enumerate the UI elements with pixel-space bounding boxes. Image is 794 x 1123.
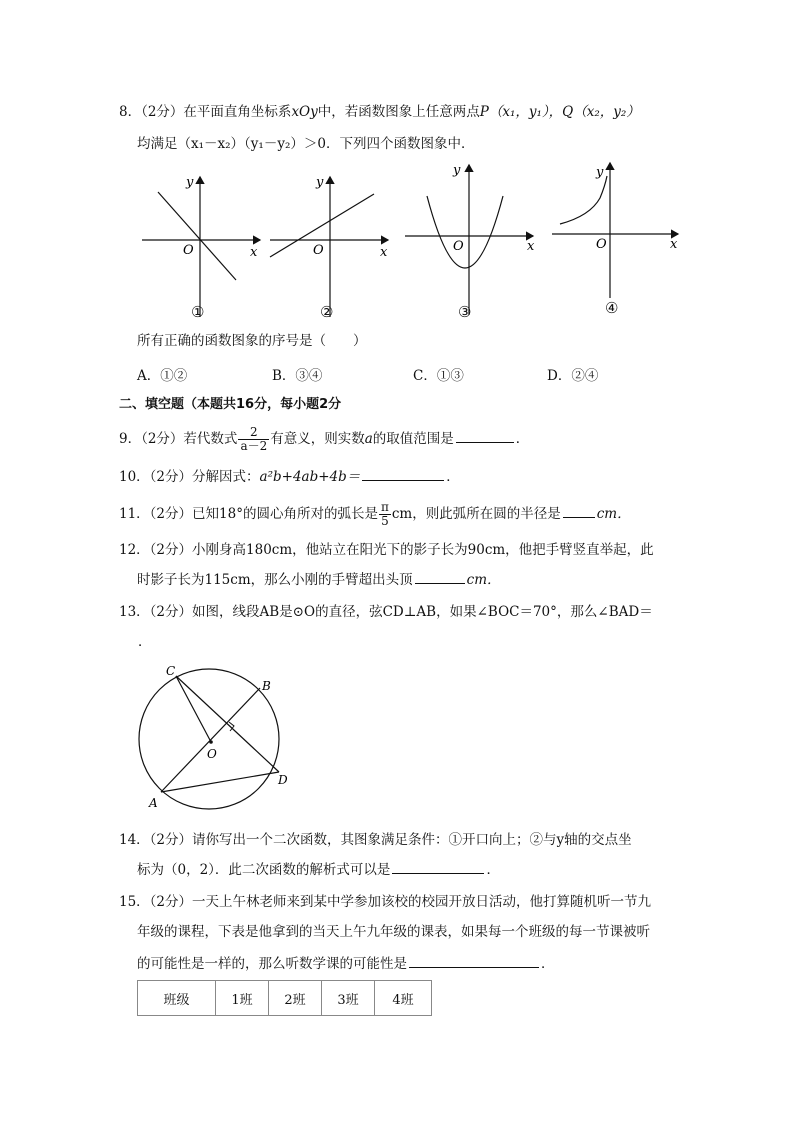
graph-1-line <box>158 192 236 280</box>
section-title: 二、填空题（本题共16分，每小题2分 <box>119 397 342 412</box>
q14-line1: 14．（2分）请你写出一个二次函数，其图象满足条件：①开口向上；②与y轴的交点坐 <box>119 832 632 848</box>
table-cell: 2班 <box>269 981 322 1016</box>
svg-text:x: x <box>380 245 388 260</box>
table-cell: 班级 <box>138 981 216 1016</box>
q14-blank <box>392 861 484 874</box>
center-point <box>209 740 213 744</box>
graph-1-o: O <box>183 243 194 258</box>
svg-text:O: O <box>453 239 464 254</box>
graph-1 <box>140 172 265 322</box>
q13-line1: 13．（2分）如图，线段AB是⊙O的直径，弦CD⊥AB，如果∠BOC＝70°，那么∠BAD＝ <box>119 604 653 620</box>
svg-text:y: y <box>316 175 324 190</box>
svg-text:A: A <box>149 796 158 810</box>
q8-option-c: C．①③ <box>413 368 464 384</box>
svg-text:O: O <box>207 747 217 761</box>
q8-option-b: B．③④ <box>272 368 323 384</box>
svg-text:y: y <box>453 163 461 178</box>
q15-blank <box>409 955 539 968</box>
graph-4-curve <box>560 176 607 224</box>
q10: 10．（2分）分解因式：a²b+4ab+4b＝ ． <box>119 469 460 485</box>
q11-blank <box>563 505 595 518</box>
q11: 11．（2分）已知18°的圆心角所对的弧长是 $\frac{\pi}{5}$ cm，则此弧所在圆的半径是 cm． <box>119 500 631 528</box>
segment-oc <box>176 676 211 742</box>
svg-text:x: x <box>527 239 535 254</box>
q15-line1: 15．（2分）一天上午林老师来到某中学参加该校的校园开放日活动，他打算随机听一节九 <box>119 894 652 910</box>
q10-blank <box>362 468 444 481</box>
q13-line2: ． <box>138 634 152 650</box>
q12-blank <box>415 571 465 584</box>
segment-ad <box>161 772 279 792</box>
svg-text:x: x <box>670 237 678 252</box>
graph-1-x: x <box>250 245 258 260</box>
svg-text:D: D <box>278 773 288 787</box>
q14-line2: 标为（0，2）．此二次函数的解析式可以是 ． <box>137 862 500 878</box>
table-cell: 1班 <box>216 981 269 1016</box>
q9-blank <box>456 430 514 443</box>
graph-3-label: ③ <box>458 303 472 321</box>
q8-line2: 均满足（x₁－x₂）（y₁－y₂）＞0．下列四个函数图象中． <box>137 136 475 152</box>
graph-3 <box>403 160 538 320</box>
q12-line2: 时影子长为115cm，那么小刚的手臂超出头顶 cm． <box>137 572 501 588</box>
q15-line3: 的可能性是一样的，那么听数学课的可能性是 ． <box>137 956 555 972</box>
q8-line1: 8．（2分）在平面直角坐标系xOy中，若函数图象上任意两点P（x₁，y₁），Q（x₂，y₂） <box>119 104 640 120</box>
graph-4-label: ④ <box>605 299 619 317</box>
graph-2 <box>268 172 393 322</box>
graph-2-label: ② <box>320 303 334 321</box>
q12-line1: 12．（2分）小刚身高180cm，他站立在阳光下的影子长为90cm，他把手臂竖直举起，此 <box>119 542 654 558</box>
graph-1-label: ① <box>191 303 205 321</box>
svg-text:y: y <box>596 165 604 180</box>
graph-4 <box>550 158 685 308</box>
svg-text:C: C <box>166 664 176 678</box>
table-cell: 3班 <box>322 981 375 1016</box>
svg-text:O: O <box>596 237 607 252</box>
q8-prompt: 所有正确的函数图象的序号是（ ） <box>137 333 367 349</box>
q15-line2: 年级的课程，下表是他拿到的当天上午九年级的课表，如果每一个班级的每一节课被听 <box>137 924 650 940</box>
table-row <box>138 981 432 1016</box>
graph-1-y: y <box>186 175 194 190</box>
svg-text:B: B <box>262 679 271 693</box>
table-cell: 4班 <box>375 981 432 1016</box>
q9: 9．（2分）若代数式 $\frac{2}{a-2}$ 有意义，则实数a的取值范围是 ． <box>119 425 530 453</box>
q8-option-d: D．②④ <box>547 368 599 384</box>
svg-text:O: O <box>313 243 324 258</box>
graph-3-parabola <box>427 196 503 268</box>
q8-option-a: A．①② <box>137 368 188 384</box>
schedule-table <box>137 980 432 1016</box>
circle-diagram <box>133 658 303 818</box>
